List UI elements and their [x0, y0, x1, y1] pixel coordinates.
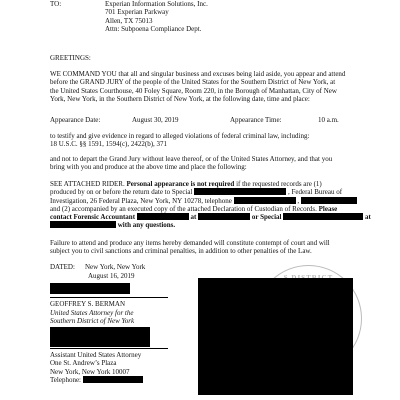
- dated-date: August 16, 2019: [88, 272, 135, 280]
- address-line: Attn: Subpoena Compliance Dept.: [105, 24, 202, 33]
- signature-line: [50, 297, 168, 298]
- failure-line: subject you to civil sanctions and criminal penalties, in addition to other penalties of the Law.: [50, 247, 312, 256]
- signer-name: GEOFFREY S. BERMAN: [50, 300, 126, 308]
- rider-bold-text: at: [365, 213, 371, 222]
- depart-line: bring with you and produce at the above time and place the following:: [50, 163, 247, 172]
- ausa-line: New York, New York 10007: [50, 367, 130, 376]
- ausa-line: Assistant United States Attorney: [50, 351, 142, 359]
- greeting: GREETINGS:: [50, 54, 91, 62]
- ausa-block: [50, 351, 143, 384]
- redaction-block: [137, 213, 189, 220]
- rider-text: , Federal Bureau of: [287, 188, 343, 197]
- seal-redaction: [198, 278, 353, 395]
- to-label: TO:: [50, 0, 62, 8]
- telephone-label: Telephone:: [50, 375, 81, 384]
- rider-heading: SEE ATTACHED RIDER.: [50, 180, 125, 188]
- statute-citation: 18 U.S.C. §§ 1591, 1594(c), 2422(b), 371: [50, 140, 168, 149]
- rider-bold-text: Please: [318, 204, 338, 213]
- redaction-block: [301, 197, 357, 204]
- personal-appearance-notice: Personal appearance is not required: [126, 180, 235, 188]
- recipient-address: [105, 0, 208, 33]
- depart-paragraph: [50, 155, 332, 172]
- depart-line: and not to depart the Grand Jury without leave thereof, or of the United States Attorney, and that you: [50, 155, 333, 163]
- address-line: Allen, TX 75013: [105, 16, 153, 25]
- rider-bold-text: contact Forensic Accountant: [50, 213, 136, 222]
- rider-bold-text: with any questions.: [117, 221, 176, 230]
- appearance-date-label: Appearance Date:: [50, 116, 101, 124]
- ausa-line: One St. Andrew’s Plaza: [50, 359, 117, 368]
- rider-text: if the requested records are (1): [236, 180, 322, 188]
- ausa-name-redaction: [50, 327, 150, 347]
- signer-title: [50, 309, 134, 326]
- command-line: the United States Courthouse, 40 Foley Square, Room 220, in the Borough of Manhattan, City of New: [50, 86, 337, 95]
- telephone-redaction: [83, 376, 143, 383]
- testify-paragraph: [50, 132, 309, 149]
- redaction-block: [234, 197, 296, 204]
- signature-redaction: [50, 283, 130, 294]
- redaction-block: [198, 213, 250, 220]
- appearance-date-value: August 30, 2019: [132, 116, 179, 124]
- command-line: York, New York, in the Southern District of New York, at the following date, time and place:: [50, 94, 310, 103]
- dated-label: DATED:: [50, 263, 75, 271]
- redaction-block: [194, 188, 286, 195]
- redaction-block: [283, 213, 363, 220]
- redaction-block: [50, 221, 116, 228]
- appearance-time-label: Appearance Time:: [230, 116, 282, 124]
- signer-title-line: United States Attorney for the: [50, 309, 134, 317]
- failure-line: Failure to attend and produce any items hereby demanded will constitute contempt of court and will: [50, 239, 330, 247]
- command-line: WE COMMAND YOU that all and singular business and excuses being laid aside, you appear and attend: [50, 70, 346, 78]
- dated-place: New York, New York: [85, 263, 146, 271]
- command-paragraph: [50, 70, 370, 103]
- rider-text: produced by on or before the return date to Special: [50, 188, 193, 197]
- address-line: 701 Experian Parkway: [105, 8, 169, 17]
- rider-bold-text: at: [190, 213, 197, 222]
- signer-title-line: Southern District of New York: [50, 317, 135, 326]
- rider-text: and (2) accompanied by an executed copy of the attached Declaration of Custodian of Records.: [50, 204, 317, 213]
- rider-text: Investigation, 26 Federal Plaza, New York, NY 10278, telephone: [50, 196, 232, 205]
- testify-line: to testify and give evidence in regard to alleged violations of federal criminal law, including:: [50, 132, 310, 140]
- appearance-time-value: 10 a.m.: [318, 116, 339, 124]
- rider-paragraph: [50, 180, 370, 230]
- rider-text: ,: [297, 196, 300, 205]
- ausa-signature-line: [50, 348, 168, 349]
- rider-bold-text: or Special: [251, 213, 282, 222]
- failure-paragraph: [50, 239, 330, 256]
- command-line: before the GRAND JURY of the people of the United States for the Southern District of New York, at: [50, 78, 336, 87]
- address-line: Experian Information Solutions, Inc.: [105, 0, 208, 8]
